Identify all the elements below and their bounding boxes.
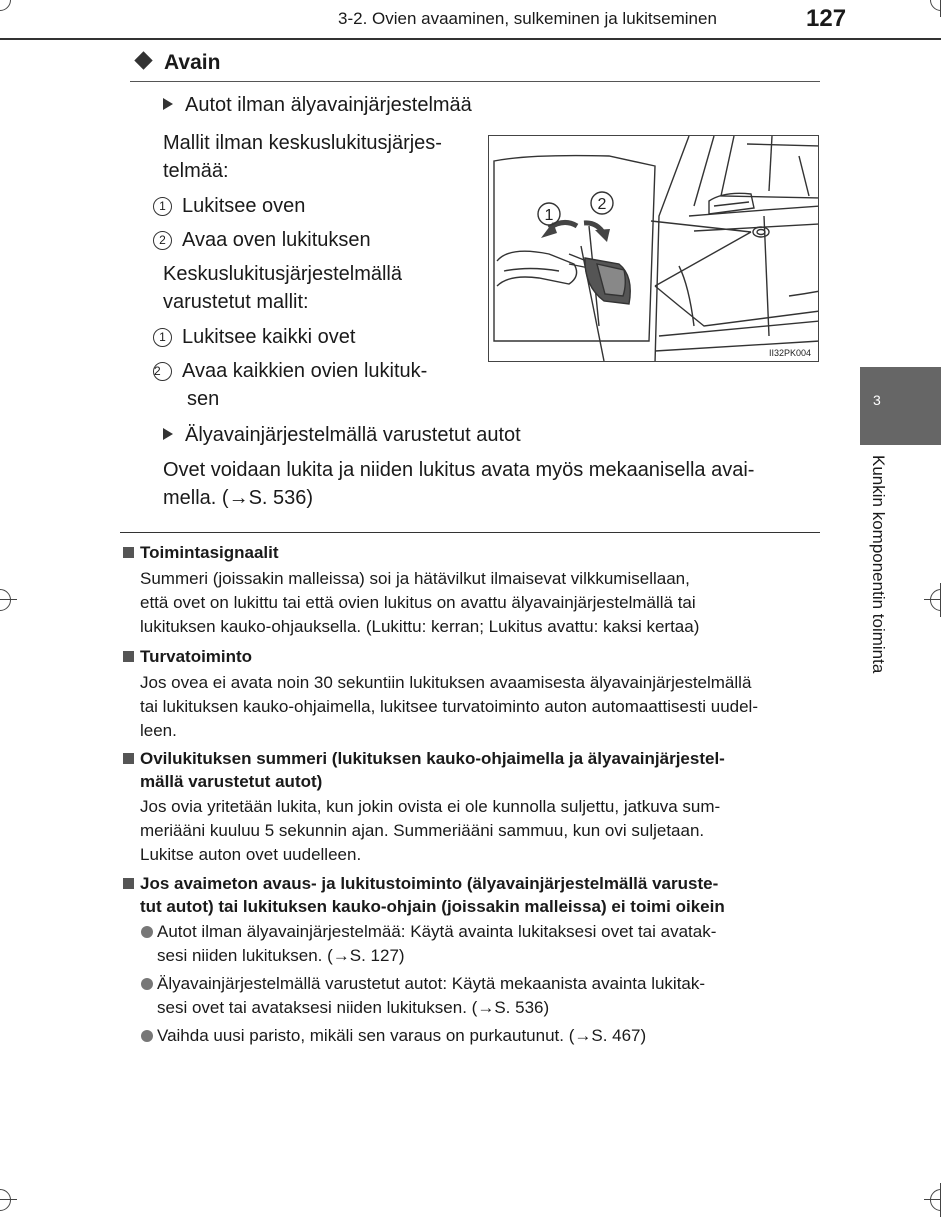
section-header: 3-2. Ovien avaaminen, sulkeminen ja lukitseminen (338, 9, 717, 28)
circled-number: 2 (153, 231, 172, 250)
square-bullet-icon (123, 651, 134, 662)
triangle-bullet-icon (163, 98, 173, 110)
page-number: 127 (806, 5, 847, 32)
chapter-tab-number: 3 (873, 392, 881, 408)
list-item-lock-all: 1 Lukitsee kaikki ovet (153, 323, 355, 351)
registration-mark-top-right (930, 0, 941, 11)
list-item: Vaihda uusi paristo, mikäli sen varaus on purkautunut. (→S. 467) (141, 1024, 817, 1048)
square-bullet-icon (123, 547, 134, 558)
registration-mark-bottom-right (930, 1189, 941, 1211)
note-heading-signals: Toimintasignaalit (123, 541, 279, 564)
registration-mark-bottom-left (0, 1189, 11, 1211)
registration-mark-mid-left (0, 589, 11, 611)
smart-key-paragraph: Ovet voidaan lukita ja niiden lukitus avata myös mekaanisella avai- mella. (→S. 536) (163, 459, 755, 509)
note-body-signals: Summeri (joissakin malleissa) soi ja hätävilkut ilmaisevat vilkkumisellaan, että ovet on lukittu tai että ovien lukitus on avattu älyavainjärjestelmällä tai lukituksen kauko-ohjauksella. (Lukittu: kerran; Lukitus avattu: kaksi kertaa) (140, 569, 700, 636)
registration-mark-mid-right (930, 589, 941, 611)
list-item-unlock-all: 2 Avaa kaikkien ovien lukituk- sen (154, 360, 428, 410)
notes-rule (120, 532, 820, 533)
note-body-buzzer: Jos ovia yritetään lukita, kun jokin ovista ei ole kunnolla suljettu, jatkuva sum- meriääni kuuluu 5 sekunnin ajan. Summeriääni sammuu, kun ovi suljetaan. Lukitse auton ovet uudelleen. (140, 797, 721, 864)
circled-number: 2 (153, 362, 172, 381)
subheading-without-smart-key: Autot ilman älyavainjärjestelmää (163, 91, 472, 119)
square-bullet-icon (123, 753, 134, 764)
diamond-bullet-icon (134, 51, 152, 69)
note-heading-safety: Turvatoiminto (123, 645, 252, 668)
list-item: Autot ilman älyavainjärjestelmää: Käytä avainta lukitaksesi ovet tai avatak- sesi niiden lukituksen. (→S. 127) (141, 920, 817, 968)
registration-mark-top-left (0, 0, 11, 11)
models-with-central-locking: Keskuslukitusjärjestelmällä varustetut mallit: (163, 263, 402, 313)
figure-label-2: 2 (597, 196, 607, 213)
figure-label-1: 1 (544, 207, 554, 224)
square-bullet-icon (123, 878, 134, 889)
header-rule (0, 38, 941, 40)
subheading-smart-key: Älyavainjärjestelmällä varustetut autot (163, 421, 521, 449)
bullet-dot-icon (141, 1030, 153, 1042)
list-item: Älyavainjärjestelmällä varustetut autot: Käytä mekaanista avainta lukitak- sesi ovet tai avataksesi niiden lukituksen. (→S. 536) (141, 972, 817, 1020)
bullet-dot-icon (141, 978, 153, 990)
models-without-central-locking: Mallit ilman keskuslukitusjärjes- telmää: (163, 132, 442, 182)
circled-number: 1 (153, 328, 172, 347)
figure-code: II32PK004 (768, 348, 811, 358)
list-item-unlock-door: 2 Avaa oven lukituksen (153, 226, 371, 254)
note-heading-keyless-fault: Jos avaimeton avaus- ja lukitustoiminto (älyavainjärjestelmällä varuste- tut autot) tai lukituksen kauko-ohjain (joissakin malleissa) ei toimi oikein (123, 872, 820, 918)
bullet-dot-icon (141, 926, 153, 938)
car-door-illustration (489, 136, 819, 362)
list-item-lock-door: 1 Lukitsee oven (153, 192, 305, 220)
chapter-title-vertical: Kunkin komponentin toiminta (869, 455, 888, 674)
section-title-rule (130, 81, 820, 82)
key-lock-illustration (488, 135, 819, 362)
circled-number: 1 (153, 197, 172, 216)
triangle-bullet-icon (163, 428, 173, 440)
section-title-avain: Avain (137, 51, 220, 75)
note-body-safety: Jos ovea ei avata noin 30 sekuntiin lukituksen avaamisesta älyavainjärjestelmällä tai lukituksen kauko-ohjaimella, lukitsee turvatoiminto auton automaattisesti uudel- leen. (140, 673, 758, 740)
note-heading-buzzer: Ovilukituksen summeri (lukituksen kauko-ohjaimella ja älyavainjärjestel- mällä varustetut autot) (123, 747, 820, 793)
